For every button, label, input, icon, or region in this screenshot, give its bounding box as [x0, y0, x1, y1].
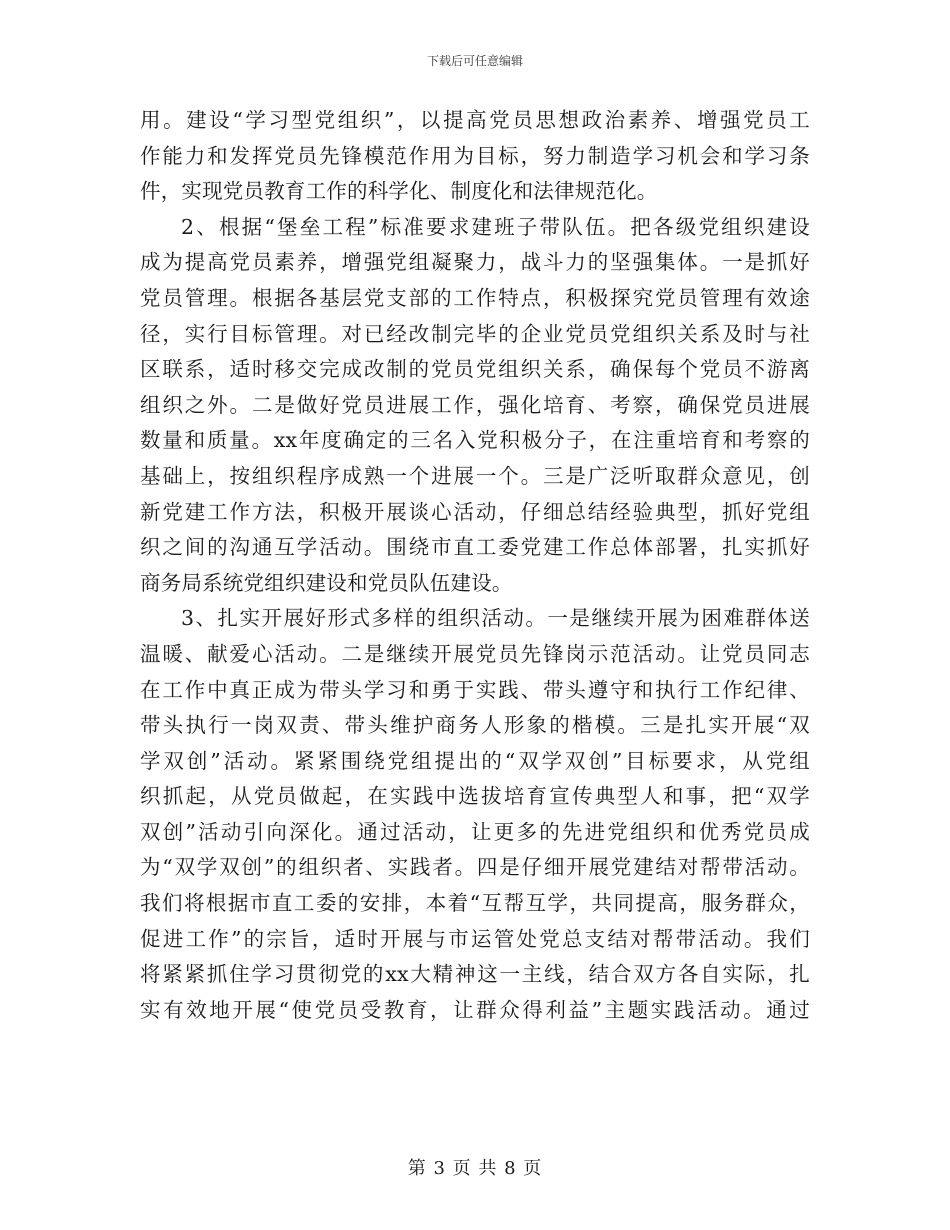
text-line: 为“双学双创”的组织者、实践者。四是仔细开展党建结对帮带活动。: [140, 855, 810, 880]
page-number: 第 3 页 共 8 页: [407, 1158, 543, 1179]
text-line: 将紧紧抓住学习贯彻党的xx大精神这一主线，结合双方各自实际，扎: [140, 962, 810, 987]
text-line: 2、根据“堡垒工程”标准要求建班子带队伍。把各级党组织建设: [181, 214, 810, 239]
text-line: 织之间的沟通互学活动。围绕市直工委党建工作总体部署，扎实抓好: [140, 535, 810, 560]
page-header-note: 下载后可任意编辑: [426, 54, 523, 68]
text-line: 实有效地开展“使党员受教育，让群众得利益”主题实践活动。通过: [140, 997, 810, 1022]
text-line: 党员管理。根据各基层党支部的工作特点，积极探究党员管理有效途: [140, 285, 810, 310]
text-line: 区联系，适时移交完成改制的党员党组织关系，确保每个党员不游离: [140, 357, 810, 382]
text-line: 织抓起，从党员做起，在实践中选拔培育宣传典型人和事，把“双学: [140, 784, 810, 809]
text-line: 促进工作”的宗旨，适时开展与市运管处党总支结对帮带活动。我们: [140, 926, 810, 951]
text-line: 商务局系统党组织建设和党员队伍建设。: [140, 570, 513, 595]
text-line: 件，实现党员教育工作的科学化、制度化和法律规范化。: [140, 179, 658, 204]
text-line: 双创”活动引向深化。通过活动，让更多的先进党组织和优秀党员成: [140, 819, 810, 844]
text-line: 带头执行一岗双责、带头维护商务人形象的楷模。三是扎实开展“双: [140, 713, 810, 738]
text-line: 新党建工作方法，积极开展谈心活动，仔细总结经验典型，抓好党组: [140, 499, 810, 524]
document-body: [140, 103, 810, 1028]
text-line: 在工作中真正成为带头学习和勇于实践、带头遵守和执行工作纪律、: [140, 677, 810, 702]
text-line: 数量和质量。xx年度确定的三名入党积极分子，在注重培育和考察的: [140, 428, 810, 453]
text-line: 学双创”活动。紧紧围绕党组提出的“双学双创”目标要求，从党组: [140, 748, 810, 773]
text-line: 用。建设“学习型党组织”，以提高党员思想政治素养、增强党员工: [140, 108, 810, 132]
text-line: 径，实行目标管理。对已经改制完毕的企业党员党组织关系及时与社: [140, 321, 810, 346]
text-line: 作能力和发挥党员先锋模范作用为目标，努力制造学习机会和学习条: [140, 143, 810, 168]
text-line: 我们将根据市直工委的安排，本着“互帮互学，共同提高，服务群众，: [140, 891, 810, 916]
text-line: 成为提高党员素养，增强党组凝聚力，战斗力的坚强集体。一是抓好: [140, 250, 810, 275]
text-line: 基础上，按组织程序成熟一个进展一个。三是广泛听取群众意见，创: [140, 463, 810, 488]
text-line: 组织之外。二是做好党员进展工作，强化培育、考察，确保党员进展: [140, 392, 810, 417]
text-line: 3、扎实开展好形式多样的组织活动。一是继续开展为困难群体送: [181, 606, 810, 631]
text-line: 温暖、献爱心活动。二是继续开展党员先锋岗示范活动。让党员同志: [140, 641, 810, 666]
